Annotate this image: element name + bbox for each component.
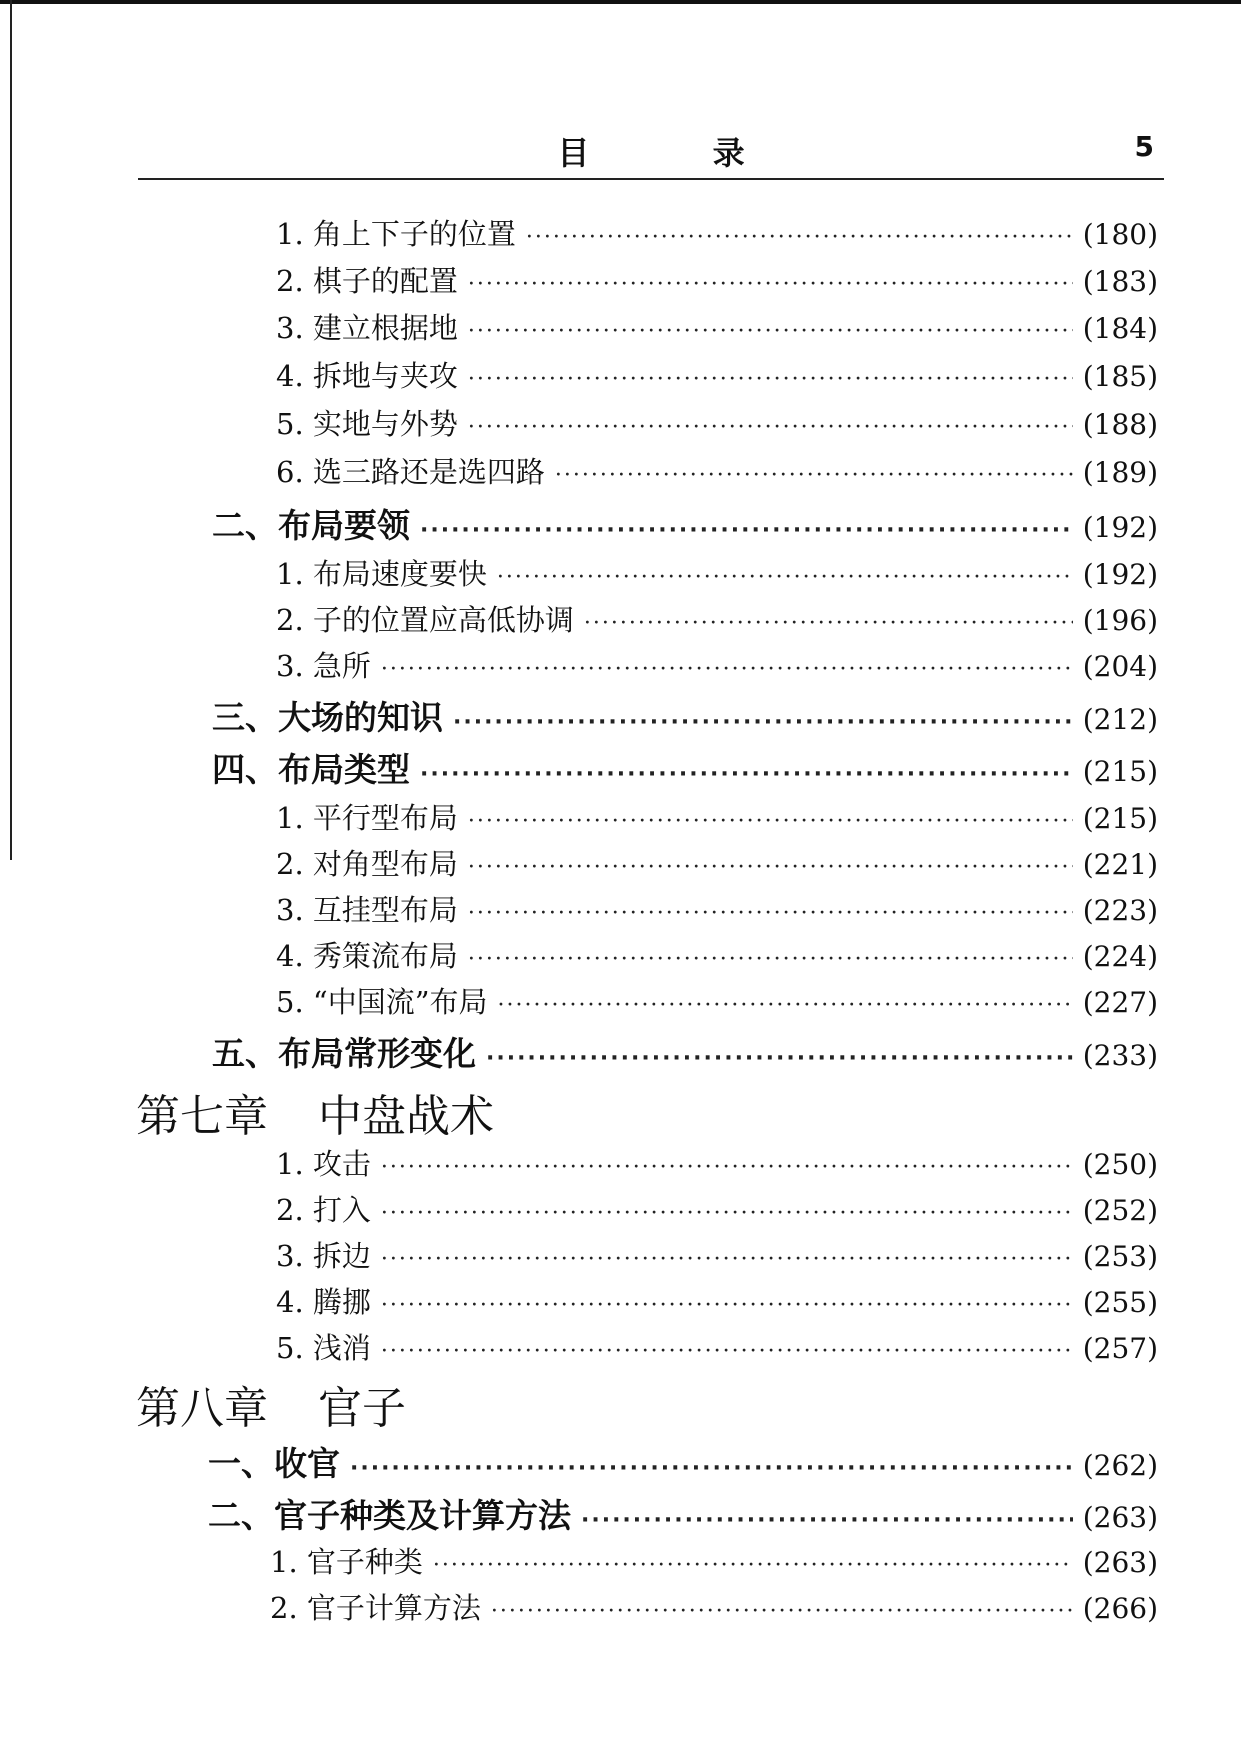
toc-entry-page: (185) xyxy=(1082,360,1158,393)
dot-leader xyxy=(555,463,1073,488)
toc-entry-title: 3. 建立根据地 xyxy=(276,311,458,345)
dot-leader xyxy=(350,1456,1073,1481)
toc-entry[interactable] xyxy=(276,644,1158,685)
toc-entry-title: 1. 攻击 xyxy=(276,1147,371,1181)
toc-section-title: 五、布局常形变化 xyxy=(212,1034,476,1073)
toc-entry-title: 4. 秀策流布局 xyxy=(276,939,458,973)
dot-leader xyxy=(381,1155,1073,1180)
dot-leader xyxy=(526,225,1073,250)
toc-entry[interactable] xyxy=(276,1188,1158,1229)
dot-leader xyxy=(497,565,1073,590)
toc-entry-title: 3. 拆边 xyxy=(276,1239,371,1273)
toc-entry[interactable] xyxy=(276,934,1158,975)
dot-leader xyxy=(486,1046,1073,1071)
toc-entry[interactable] xyxy=(276,1234,1158,1275)
dot-leader xyxy=(584,611,1073,636)
toc-section[interactable] xyxy=(208,1490,1158,1537)
toc-entry[interactable] xyxy=(276,1326,1158,1367)
toc-entry-page: (215) xyxy=(1082,755,1158,788)
toc-entry-page: (252) xyxy=(1082,1194,1158,1227)
toc-entry[interactable] xyxy=(270,1540,1158,1581)
dot-leader xyxy=(381,1293,1073,1318)
toc-entry-title: 5. 浅消 xyxy=(276,1331,371,1365)
toc-entry-title: 6. 选三路还是选四路 xyxy=(276,455,545,489)
toc-entry[interactable] xyxy=(270,1586,1158,1627)
toc-entry-page: (192) xyxy=(1082,558,1158,591)
toc-entry-title: 2. 官子计算方法 xyxy=(270,1591,481,1625)
toc-entry-title: 2. 子的位置应高低协调 xyxy=(276,603,574,637)
toc-entry[interactable] xyxy=(276,354,1158,395)
toc-entry-title: 5. 实地与外势 xyxy=(276,407,458,441)
toc-entry-page: (255) xyxy=(1082,1286,1158,1319)
dot-leader xyxy=(468,947,1073,972)
toc-entry[interactable] xyxy=(276,552,1158,593)
toc-entry[interactable] xyxy=(276,1142,1158,1183)
toc-entry[interactable] xyxy=(276,212,1158,253)
toc-entry-page: (250) xyxy=(1082,1148,1158,1181)
toc-entry[interactable] xyxy=(276,888,1158,929)
toc-section[interactable] xyxy=(212,744,1158,791)
toc-entry-title: 2. 对角型布局 xyxy=(276,847,458,881)
toc-entry-title: 1. 角上下子的位置 xyxy=(276,217,516,251)
toc-entry-page: (263) xyxy=(1082,1501,1158,1534)
toc-entry[interactable] xyxy=(276,1280,1158,1321)
toc-entry-page: (188) xyxy=(1082,408,1158,441)
header-page-number: 5 xyxy=(1134,130,1154,163)
toc-entry-page: (224) xyxy=(1082,940,1158,973)
toc-entry-title: 3. 急所 xyxy=(276,649,371,683)
toc-section-title: 二、布局要领 xyxy=(212,506,410,545)
toc-entry-title: 1. 官子种类 xyxy=(270,1545,423,1579)
toc-entry-page: (212) xyxy=(1082,703,1158,736)
dot-leader xyxy=(581,1508,1073,1533)
toc-entry-page: (204) xyxy=(1082,650,1158,683)
dot-leader xyxy=(453,710,1073,735)
dot-leader xyxy=(468,855,1073,880)
toc-entry-title: 4. 腾挪 xyxy=(276,1285,371,1319)
dot-leader xyxy=(468,415,1073,440)
toc-entry-page: (196) xyxy=(1082,604,1158,637)
chapter-title: 官子 xyxy=(318,1383,406,1434)
toc-entry-page: (192) xyxy=(1082,511,1158,544)
toc-entry[interactable] xyxy=(276,598,1158,639)
dot-leader xyxy=(420,518,1073,543)
toc-section[interactable] xyxy=(212,692,1158,739)
page-top-edge xyxy=(0,0,1241,4)
dot-leader xyxy=(433,1553,1073,1578)
toc-section[interactable] xyxy=(208,1438,1158,1485)
dot-leader xyxy=(381,657,1073,682)
dot-leader xyxy=(468,272,1073,297)
toc-entry-title: 3. 互挂型布局 xyxy=(276,893,458,927)
dot-leader xyxy=(468,367,1073,392)
page-header xyxy=(138,128,1164,180)
toc-entry-title: 2. 打入 xyxy=(276,1193,371,1227)
toc-section[interactable] xyxy=(212,500,1158,547)
toc-section-title: 二、官子种类及计算方法 xyxy=(208,1496,571,1535)
dot-leader xyxy=(381,1247,1073,1272)
toc-entry-page: (184) xyxy=(1082,312,1158,345)
toc-entry-page: (262) xyxy=(1082,1449,1158,1482)
dot-leader xyxy=(468,319,1073,344)
toc-entry-page: (189) xyxy=(1082,456,1158,489)
header-title: 目 录 xyxy=(557,134,801,172)
toc-entry-title: 1. 布局速度要快 xyxy=(276,557,487,591)
dot-leader xyxy=(491,1599,1073,1624)
toc-entry-title: 2. 棋子的配置 xyxy=(276,264,458,298)
toc-entry-page: (266) xyxy=(1082,1592,1158,1625)
dot-leader xyxy=(468,901,1073,926)
toc-entry-page: (253) xyxy=(1082,1240,1158,1273)
toc-entry[interactable] xyxy=(276,796,1158,837)
chapter-number: 第七章 xyxy=(136,1091,268,1142)
toc-entry-page: (223) xyxy=(1082,894,1158,927)
toc-entry-title: 5. “中国流”布局 xyxy=(276,985,488,1019)
toc-entry-page: (233) xyxy=(1082,1039,1158,1072)
dot-leader xyxy=(468,809,1073,834)
toc-entry[interactable] xyxy=(276,842,1158,883)
dot-leader xyxy=(381,1201,1073,1226)
chapter-number: 第八章 xyxy=(136,1383,268,1434)
chapter-title: 中盘战术 xyxy=(318,1091,494,1142)
toc-section-title: 三、大场的知识 xyxy=(212,698,443,737)
toc-entry[interactable] xyxy=(276,980,1158,1021)
dot-leader xyxy=(498,993,1073,1018)
toc-entry-title: 4. 拆地与夹攻 xyxy=(276,359,458,393)
toc-entry[interactable] xyxy=(276,402,1158,443)
page-left-edge xyxy=(10,0,12,860)
dot-leader xyxy=(381,1339,1073,1364)
toc-entry-page: (183) xyxy=(1082,265,1158,298)
toc-section[interactable] xyxy=(212,1028,1158,1075)
toc-entry-page: (215) xyxy=(1082,802,1158,835)
toc-entry-page: (263) xyxy=(1082,1546,1158,1579)
toc-section-title: 一、收官 xyxy=(208,1444,340,1483)
toc-entry-page: (257) xyxy=(1082,1332,1158,1365)
toc-entry[interactable] xyxy=(276,259,1158,300)
toc-entry[interactable] xyxy=(276,306,1158,347)
chapter-heading-8[interactable] xyxy=(136,1372,406,1436)
toc-entry[interactable] xyxy=(276,450,1158,491)
chapter-heading-7[interactable] xyxy=(136,1080,494,1144)
toc-section-title: 四、布局类型 xyxy=(212,750,410,789)
toc-entry-page: (180) xyxy=(1082,218,1158,251)
toc-entry-page: (221) xyxy=(1082,848,1158,881)
dot-leader xyxy=(420,762,1073,787)
toc-entry-page: (227) xyxy=(1082,986,1158,1019)
toc-entry-title: 1. 平行型布局 xyxy=(276,801,458,835)
